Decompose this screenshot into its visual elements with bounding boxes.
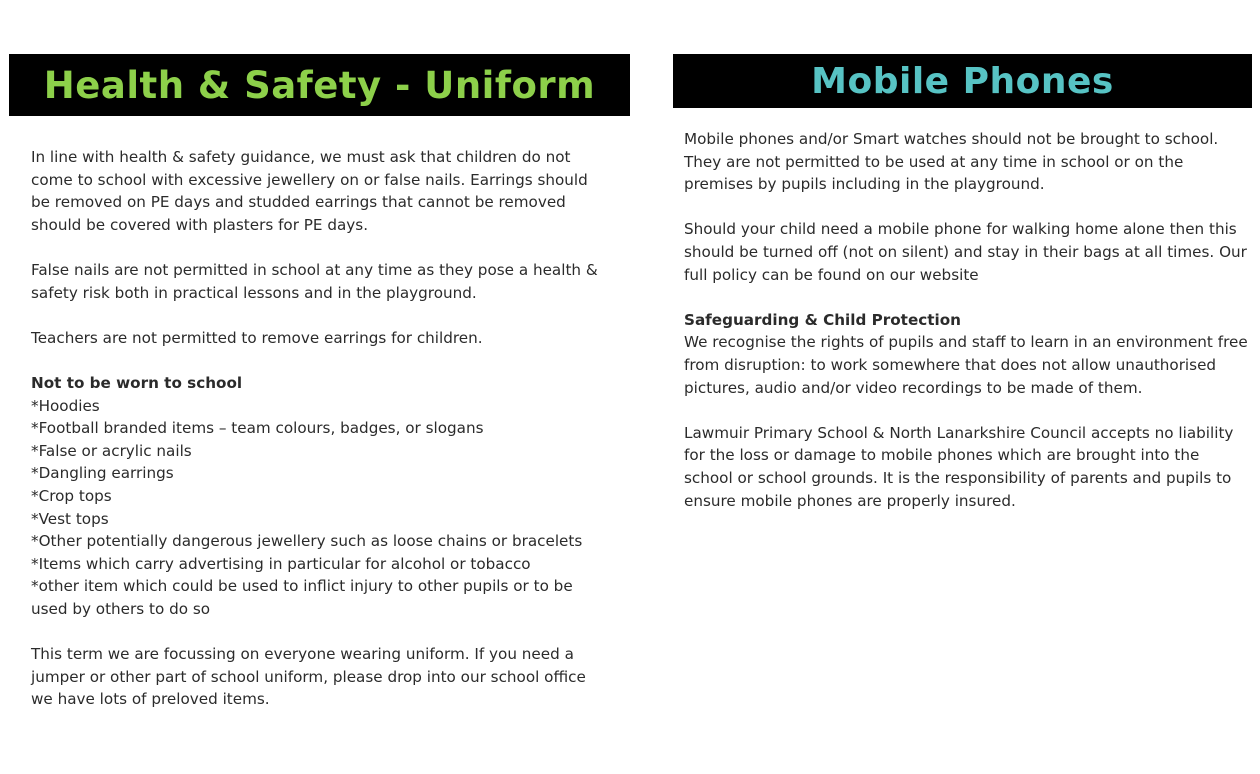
false-nails-paragraph: False nails are not permitted in school at any time as they pose a health & safety risk both in practical lessons and in the playground. (31, 260, 598, 302)
list-item: *Other potentially dangerous jewellery such as loose chains or bracelets (31, 532, 583, 551)
safeguarding-paragraph: We recognise the rights of pupils and staff to learn in an environment free from disruption: to work somewhere that does not allow unauthorised pictures, audio and/or video recordings to be made of them. (684, 333, 1248, 397)
earrings-paragraph: Teachers are not permitted to remove earrings for children. (31, 328, 483, 347)
mobile-phones-heading: Mobile Phones (811, 60, 1114, 102)
uniform-section (31, 146, 611, 711)
uniform-banner (9, 54, 630, 116)
list-item: *other item which could be used to inflict injury to other pupils or to be used by others to do so (31, 577, 573, 618)
walking-home-paragraph: Should your child need a mobile phone for walking home alone then this should be turned off (not on silent) and stay in their bags at all times. Our full policy can be found on our website (684, 220, 1247, 284)
list-item: *False or acrylic nails (31, 441, 192, 460)
list-item: *Football branded items – team colours, badges, or slogans (31, 419, 484, 438)
uniform-focus-paragraph: This term we are focussing on everyone wearing uniform. If you need a jumper or other part of school uniform, please drop into our school office we have lots of preloved items. (31, 645, 586, 709)
mobile-phones-banner (673, 54, 1252, 108)
jewellery-paragraph: In line with health & safety guidance, we must ask that children do not come to school with excessive jewellery on or false nails. Earrings should be removed on PE days and studded earrings that cannot be removed should be covered with plasters for PE days. (31, 148, 588, 234)
not-to-wear-list (31, 395, 611, 621)
safeguarding-title: Safeguarding & Child Protection (684, 310, 961, 329)
mobile-phones-section (684, 128, 1249, 512)
not-to-wear-title: Not to be worn to school (31, 373, 243, 392)
liability-paragraph: Lawmuir Primary School & North Lanarkshire Council accepts no liability for the loss or damage to mobile phones which are brought into the school or school grounds. It is the responsibility of parents and pupils to ensure mobile phones are properly insured. (684, 423, 1234, 510)
phones-policy-paragraph: Mobile phones and/or Smart watches should not be brought to school. They are not permitted to be used at any time in school or on the premises by pupils including in the playground. (684, 130, 1219, 194)
list-item: *Vest tops (31, 509, 109, 528)
list-item: *Items which carry advertising in particular for alcohol or tobacco (31, 554, 531, 573)
list-item: *Crop tops (31, 486, 112, 505)
uniform-heading: Health & Safety - Uniform (43, 63, 596, 107)
list-item: *Hoodies (31, 396, 100, 415)
list-item: *Dangling earrings (31, 464, 174, 483)
